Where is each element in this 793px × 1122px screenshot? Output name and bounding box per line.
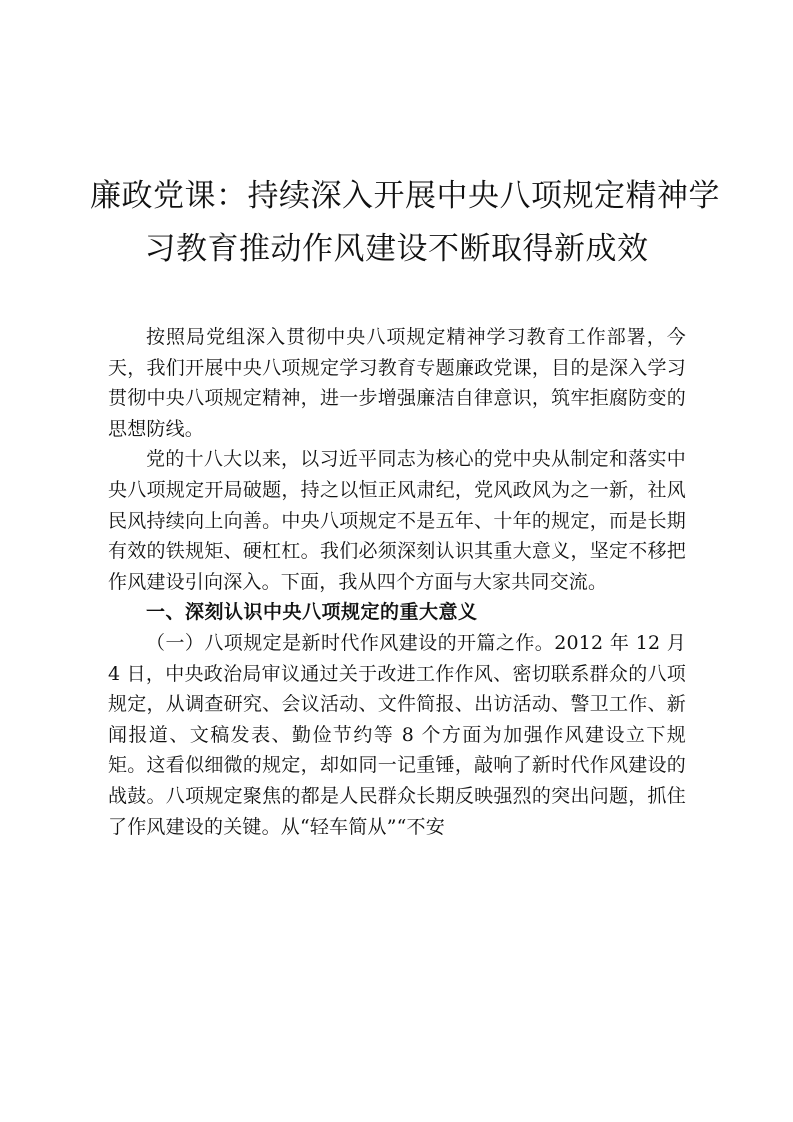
intro-paragraph: 按照局党组深入贯彻中央八项规定精神学习教育工作部署，今天，我们开展中央八项规定学习教育专题廉政党课，目的是深入学习贯彻中央八项规定精神，进一步增强廉洁自律意识，筑牢拒腐防变的思想防线。: [108, 326, 686, 440]
subsection-paragraph: （一）八项规定是新时代作风建设的开篇之作。2012 年 12 月 4 日，中央政治局审议通过关于改进工作作风、密切联系群众的八项规定，从调查研究、会议活动、文件简报、出访活动、警卫工作、新闻报道、文稿发表、勤俭节约等 8 个方面为加强作风建设立下规矩。这看似细微的规定，却如同一记重锤，敲响了新时代作风建设的战鼓。八项规定聚焦的都是人民群众长期反映强烈的突出问题，抓住了作风建设的关键。从“轻车简从”“不安: [108, 631, 686, 838]
document-body: [108, 322, 686, 842]
background-paragraph: 党的十八大以来，以习近平同志为核心的党中央从制定和落实中央八项规定开局破题，持之以恒正风肃纪，党风政风为之一新，社风民风持续向上向善。中央八项规定不是五年、十年的规定，而是长期有效的铁规矩、硬杠杠。我们必须深刻认识其重大意义，坚定不移把作风建设引向深入。下面，我从四个方面与大家共同交流。: [108, 448, 686, 593]
document-title-line-1: 廉政党课：持续深入开展中央八项规定精神学: [90, 178, 720, 214]
section-heading: 一、深刻认识中央八项规定的重大意义: [146, 601, 478, 624]
document-title-line-2: 习教育推动作风建设不断取得新成效: [144, 231, 649, 267]
